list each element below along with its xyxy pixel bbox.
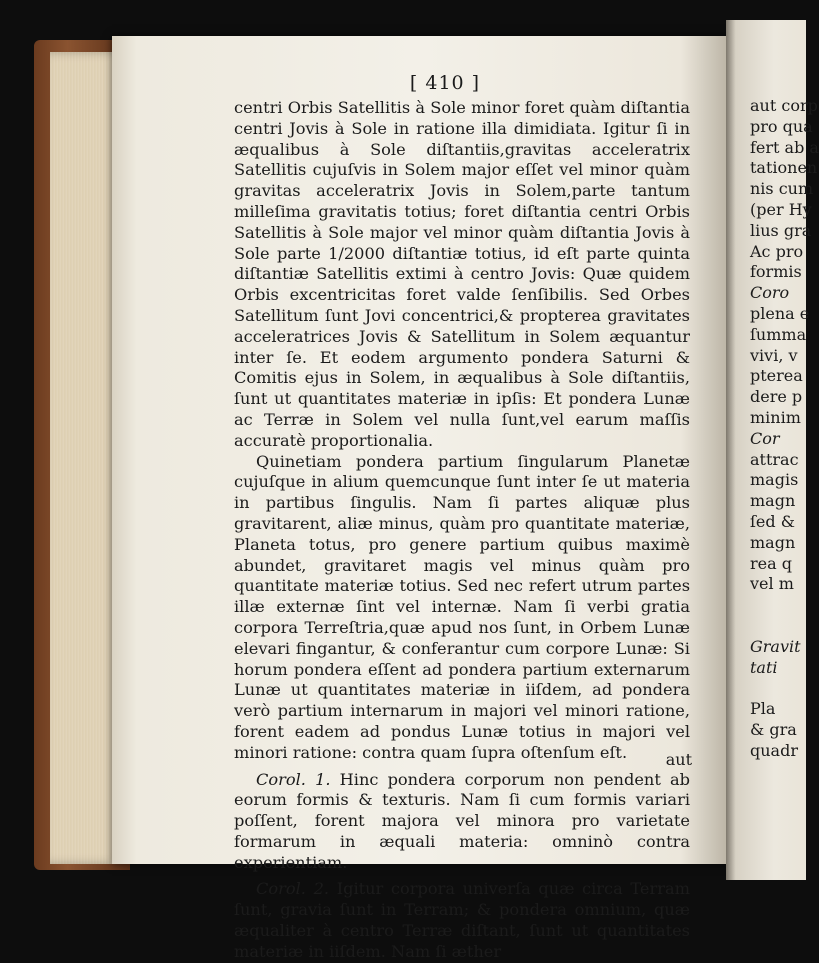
paragraph-text: centri Orbis Satellitis à Sole minor foret quàm diſtantia centri Jovis à Sole in ratione illa dimidiata. Igitur ſi in æqualibus à Sole diſtantiis,gravitas acceleratrix Satellitis cujuſvis in Solem major eſſet vel minor quàm gravitas acceleratrix Jovis in Solem,parte tantum milleſima gravitatis totius; foret diſtantia centri Orbis Satellitis à Sole major vel minor quàm diſtantia Jovis à Sole parte 1/2000 diſtantiæ totius, id eſt parte quinta diſtantiæ Satellitis extimi à centro Jovis: Quæ quidem Orbis excentricitas foret valde ſenſibilis. Sed Orbes Satellitum ſunt Jovi concentrici,& propterea gravitates acceleratrices Jovis & Satellitum in Solem æquantur inter ſe. Et eodem argumento pondera Saturni & Comitis ejus in Solem, in æqualibus à Sole diſtantiis, ſunt ut quantitates materiæ in ipſis: Et pondera Lunæ ac Terræ in Solem vel nulla ſunt,vel earum maſſis accuratè proportionalia. xyxy=(234,98,690,450)
facing-line xyxy=(750,616,810,637)
corollary-label: Corol. 2. xyxy=(256,879,330,899)
paragraph xyxy=(234,98,690,452)
facing-line: tati xyxy=(750,657,778,677)
paragraph xyxy=(234,452,690,764)
facing-line: formis xyxy=(750,262,802,282)
facing-line: plena e xyxy=(750,303,810,323)
facing-line: tationen xyxy=(750,158,818,178)
corollary-paragraph xyxy=(234,879,690,962)
facing-line: lius gra xyxy=(750,220,812,240)
facing-line: Pla xyxy=(750,699,776,719)
facing-line: vel m xyxy=(750,574,794,594)
facing-line: magis xyxy=(750,470,799,490)
facing-line: (per Hy xyxy=(750,199,812,219)
facing-line: Gravit xyxy=(750,636,801,656)
paragraph-text: Hinc pondera corporum non pendent ab eorum formis & texturis. Nam ſi cum formis variari poſſent, forent majora vel minora pro varietate formarum in æquali materia: omninò contra experientiam. xyxy=(234,769,690,872)
facing-page-text xyxy=(750,96,819,762)
facing-line: Coro xyxy=(750,283,790,303)
paragraph-text: Igitur corpora univerſa quæ circa Terram ſunt, gravia ſunt in Terram; & pondera omnium, quæ æqualiter à centro Terræ diſtant, ſunt ut quantitates materiæ in iiſdem. Nam ſi æther xyxy=(234,879,690,961)
facing-line: quadr xyxy=(750,740,798,760)
facing-line: pro qua xyxy=(750,116,813,136)
facing-line: aut corp xyxy=(750,96,818,115)
facing-line: pterea xyxy=(750,366,803,386)
facing-line: attrac xyxy=(750,449,799,469)
facing-line xyxy=(750,678,810,699)
facing-line: magn xyxy=(750,532,796,552)
facing-line: nis cum xyxy=(750,179,814,199)
corollary-label: Corol. 1. xyxy=(256,769,331,789)
facing-line: ſumma xyxy=(750,324,807,344)
facing-line: fert ab a xyxy=(750,137,819,157)
page-number: [ 410 ] xyxy=(409,72,481,94)
facing-line: ſed & xyxy=(750,511,795,531)
paragraph-text: Quinetiam pondera partium ſingularum Planetæ cujuſque in alium quemcunque ſunt inter ſe ut materia in partibus ſingulis. Nam ſi partes aliquæ plus gravitarent, aliæ minus, quàm pro quantitate materiæ, Planeta totus, pro genere partium quibus maximè abundet, gravitaret magis vel minus quàm pro quantitate materiæ totius. Sed nec refert utrum partes illæ externæ ſint vel internæ. Nam ſi verbi gratia corpora Terreſtria,quæ apud nos ſunt, in Orbem Lunæ elevari fingantur, & conferantur cum corpore Lunæ: Si horum pondera eſſent ad pondera partium externarum Lunæ ut quantitates materiæ in iiſdem, ad pondera verò partium internarum in majori vel minori ratione, forent eadem ad pondus Lunæ totius in majori vel minori ratione: contra quam ſupra oſtenſum eſt. xyxy=(234,451,690,762)
facing-line: rea q xyxy=(750,553,792,573)
facing-line: Cor xyxy=(750,428,780,448)
facing-line: Ac pro xyxy=(750,241,804,261)
body-text xyxy=(234,98,690,963)
facing-line: & gra xyxy=(750,719,797,739)
facing-line: dere p xyxy=(750,387,803,407)
corollary-paragraph xyxy=(234,770,690,874)
catchword: aut xyxy=(665,750,692,769)
facing-line: magn xyxy=(750,491,796,511)
facing-line: minim xyxy=(750,407,801,427)
facing-line xyxy=(750,595,810,616)
facing-line: vivi, v xyxy=(750,345,798,365)
